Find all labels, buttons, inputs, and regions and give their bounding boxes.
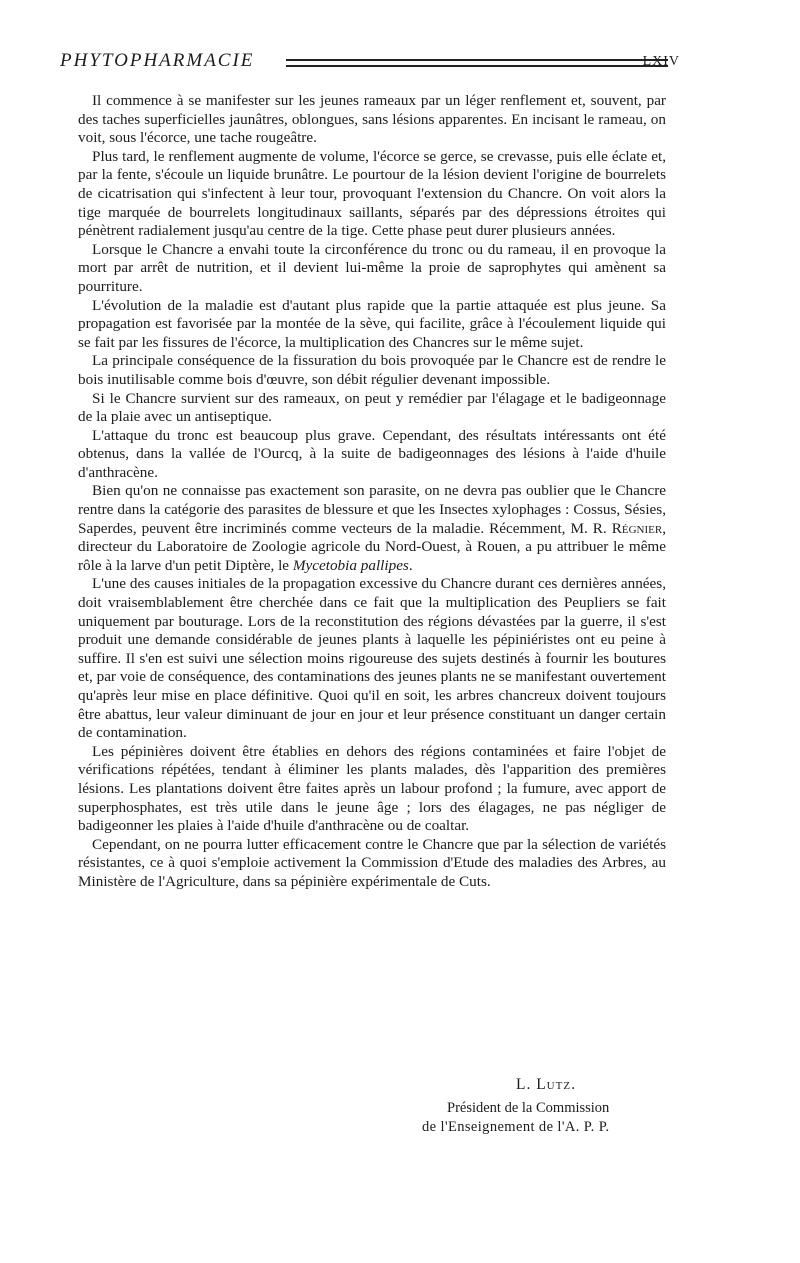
- parasite-text-before: Bien qu'on ne connaisse pas exactement son parasite, on ne devra pas oublier que le Chancre rentre dans la catégorie des parasites de blessure et que les Insectes xylophages : Cossus, Sésies, Saperdes, peuvent être incriminés comme vecteurs de la maladie. Récemment, M. R.: [78, 482, 666, 537]
- article-body: [78, 92, 666, 892]
- signature-role: Président de la Commission: [447, 1100, 610, 1116]
- paragraph-consequence: La principale conséquence de la fissuration du bois provoquée par le Chancre est de rendre le bois inutilisable comme bois d'œuvre, son débit régulier devenant impossible.: [78, 352, 666, 388]
- signature-name: L. Lutz.: [516, 1076, 576, 1093]
- species-name: Mycetobia pallipes: [292, 556, 409, 574]
- page-number: LXIV: [642, 54, 680, 69]
- paragraph-propagation-causes: L'une des causes initiales de la propagation excessive du Chancre durant ces dernières années, doit vraisemblablement être cherchée dans ce fait que la multiplication des Peupliers se fait uniquement par bouturage. Lors de la reconstitution des régions dévastées par la guerre, il s'est produit une demande considérable de jeunes plants à laquelle les pépiniéristes ont eu peine à suffire. Il s'en est suivi une sélection moins rigoureuse des sujets destinés à fournir les boutures et, par voie de conséquence, des contaminations des jeunes plants ne se manifestant ouvertement qu'après leur mise en place définitive. Quoi qu'il en soit, les arbres chancreux doivent toujours être abattus, leur valeur diminuant de jour en jour et leur présence constituant un danger certain de contamination.: [78, 575, 666, 742]
- paragraph-resistant-varieties: Cependant, on ne pourra lutter efficacement contre le Chancre que par la sélection de variétés résistantes, ce à quoi s'emploie activement la Commission d'Etude des maladies des Arbres, au Ministère de l'Agriculture, dans sa pépinière expérimentale de Cuts.: [78, 835, 666, 890]
- paragraph-nurseries: Les pépinières doivent être établies en dehors des régions contaminées et faire l'objet de vérifications répétées, tendant à éliminer les plants malades, dès l'apparition des premières lésions. Les plantations doivent être faites après un labour profond ; la fumure, avec apport de superphosphates, est très utile dans le jeune âge ; lors des élagages, ne pas négliger de badigeonner les plaies à l'aide d'huile d'anthracène ou de coaltar.: [78, 742, 666, 835]
- paragraph-evolution: L'évolution de la maladie est d'autant plus rapide que la partie attaquée est plus jeune. Sa propagation est favorisée par la montée de la sève, qui facilite, grâce à l'écoulement liquide qui se fait par les fissures de l'écorce, la multiplication des Chancres sur le même sujet.: [78, 296, 666, 351]
- paragraph-trunk-attack: L'attaque du tronc est beaucoup plus grave. Cependant, des résultats intéressants ont été obtenus, dans la vallée de l'Ourcq, à la suite de badigeonnages des lésions à l'aide d'huile d'anthracène.: [78, 426, 666, 481]
- researcher-name: Régnier: [611, 519, 663, 537]
- paragraph-symptoms-early: Il commence à se manifester sur les jeunes rameaux par un léger renflement et, souvent, par des taches superficielles jaunâtres, oblongues, sans lésions apparentes. En incisant le rameau, on voit, sous l'écorce, une tache rougeâtre.: [78, 92, 666, 147]
- paragraph-tree-death: Lorsque le Chancre a envahi toute la circonférence du tronc ou du rameau, il en provoque la mort par arrêt de nutrition, et il devient lui-même la proie de saprophytes qui amènent sa pourriture.: [78, 240, 666, 295]
- header-double-rule: [286, 59, 668, 67]
- journal-title: PHYTOPHARMACIE: [60, 50, 255, 71]
- parasite-text-middle: , directeur du Laboratoire de Zoologie agricole du Nord-Ouest, à Rouen, a pu attribuer le même rôle à la larve d'un petit Diptère, le: [78, 519, 666, 574]
- paragraph-parasite: [78, 482, 666, 575]
- parasite-text-after: .: [408, 556, 413, 574]
- signature-organization: de l'Enseignement de l'A. P. P.: [422, 1119, 610, 1135]
- paragraph-branch-remedy: Si le Chancre survient sur des rameaux, on peut y remédier par l'élagage et le badigeonnage de la plaie avec un antiseptique.: [78, 389, 666, 426]
- running-header: [60, 50, 680, 76]
- paragraph-symptoms-late: Plus tard, le renflement augmente de volume, l'écorce se gerce, se crevasse, puis elle éclate et, par la fente, s'écoule un liquide brunâtre. Le pourtour de la lésion devient l'origine de bourrelets de cicatrisation qui s'infectent à leur tour, provoquant l'extension du Chancre. On voit alors la tige marquée de bourrelets longitudinaux saillants, séparés par des dépressions étroites qui pénètrent radialement jusqu'au centre de la tige. Cette phase peut durer plusieurs années.: [78, 147, 666, 240]
